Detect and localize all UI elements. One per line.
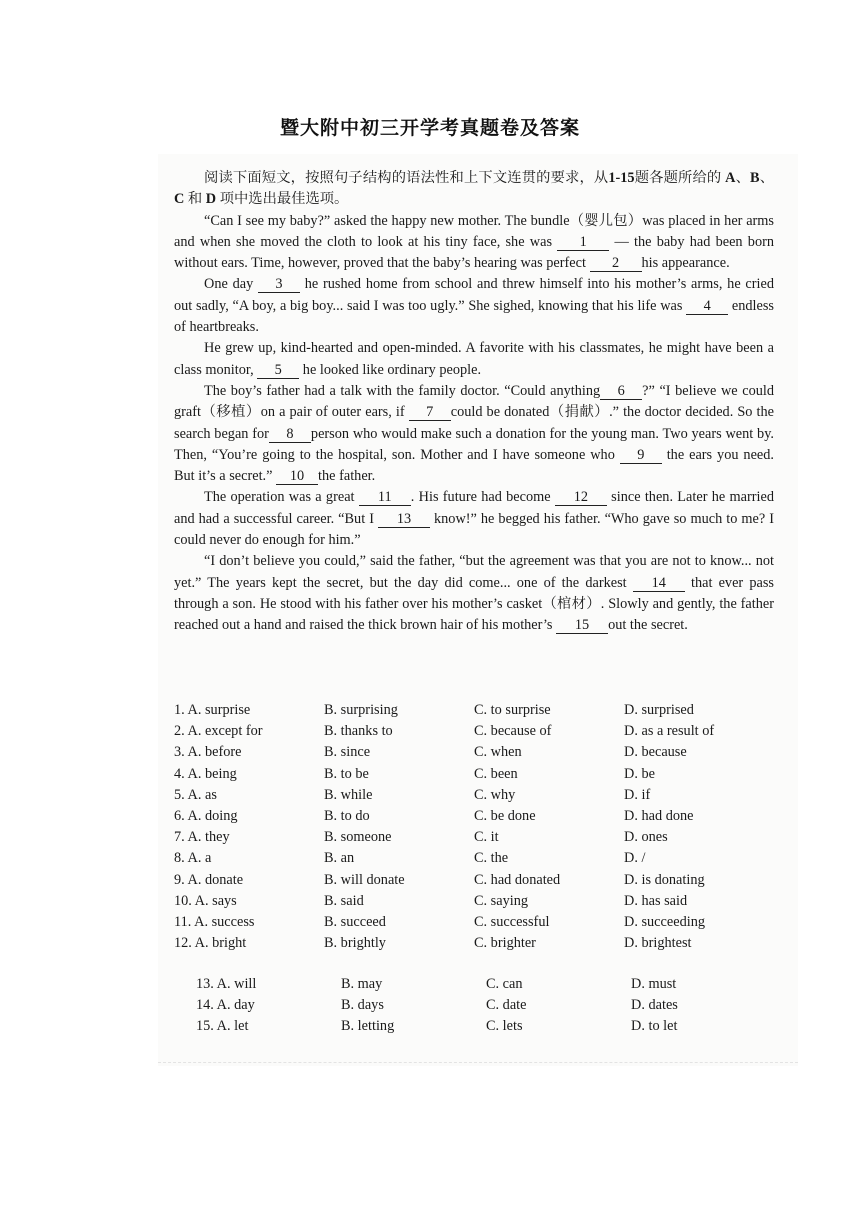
option-c: C. be done xyxy=(474,807,536,824)
page-title: 暨大附中初三开学考真题卷及答案 xyxy=(279,117,580,139)
option-b: B. days xyxy=(341,997,384,1014)
passage-text: know!” he begged his father. “Who gave so much to me? I could never do enough for him.” xyxy=(174,510,774,549)
option-c: C. it xyxy=(474,829,499,846)
option-a: 3. A. before xyxy=(174,744,242,761)
question-row xyxy=(174,700,774,721)
blank-10: 10 xyxy=(276,469,318,485)
question-row xyxy=(196,1016,776,1037)
option-c: C. to surprise xyxy=(474,702,551,718)
option-a: 10. A. says xyxy=(174,892,237,909)
option-a: 11. A. success xyxy=(174,913,255,930)
question-row xyxy=(174,870,774,891)
passage-text: since then. Later he married and had a successful career. “But I xyxy=(174,489,774,527)
passage-text: he rushed home from school and threw himself into his mother’s arms, he cried out sadly, “A boy, a big boy... said I was too ugly.” She sighed, knowing that his life was xyxy=(174,276,774,314)
question-row xyxy=(174,721,774,742)
question-row xyxy=(174,806,774,827)
question-row xyxy=(196,974,776,995)
option-c: C. been xyxy=(474,765,518,782)
option-a: 14. A. day xyxy=(196,997,255,1014)
instructions-text: 题各题所给的 xyxy=(634,170,722,186)
option-b: B. brightly xyxy=(324,935,386,952)
paragraph-5 xyxy=(174,487,774,551)
option-b: B. may xyxy=(341,976,383,992)
question-row xyxy=(174,742,774,763)
option-a: 5. A. as xyxy=(174,786,217,803)
option-d: D. to let xyxy=(631,1018,678,1035)
option-a: 12. A. bright xyxy=(174,935,247,952)
option-letter: B xyxy=(750,170,760,186)
option-c: C. lets xyxy=(486,1018,523,1035)
option-d: D. as a result of xyxy=(624,723,715,740)
question-row xyxy=(174,785,774,806)
option-c: C. successful xyxy=(474,913,550,930)
option-c: C. when xyxy=(474,744,522,761)
option-d: D. surprised xyxy=(624,702,694,718)
passage-text: ?” “I believe we could graft（移植）on a pair of outer ears, if xyxy=(174,382,774,421)
option-c: C. can xyxy=(486,976,523,992)
option-d: D. ones xyxy=(624,829,668,846)
scan-bottom-edge xyxy=(158,1062,798,1063)
option-c: C. brighter xyxy=(474,935,536,952)
paragraph-4 xyxy=(174,381,774,487)
blank-6: 6 xyxy=(600,384,642,400)
option-d: D. has said xyxy=(624,892,688,909)
option-d: D. / xyxy=(624,850,646,867)
option-b: B. an xyxy=(324,850,355,867)
instructions xyxy=(174,168,774,211)
blank-14: 14 xyxy=(633,576,685,592)
option-a: 6. A. doing xyxy=(174,807,238,824)
options-list-continued xyxy=(196,974,776,1038)
paragraph-2 xyxy=(174,274,774,338)
passage-text: . His future had become xyxy=(410,489,555,506)
passage-text: he looked like ordinary people. xyxy=(299,361,482,378)
option-d: D. because xyxy=(624,744,687,761)
blank-2: 2 xyxy=(590,256,642,272)
passage-text: — the baby had been born without ears. Time, however, proved that the baby’s hearing was perfect xyxy=(174,233,774,272)
passage-text: The operation was a great xyxy=(204,489,359,506)
blank-11: 11 xyxy=(359,490,411,506)
option-d: D. be xyxy=(624,765,655,782)
option-a: 13. A. will xyxy=(196,976,257,992)
passage-text: “Can I see my baby?” asked the happy new mother. The bundle（婴儿包）was placed in her arms and when she moved the cloth to look at his tiny face, she was xyxy=(174,212,774,250)
option-d: D. if xyxy=(624,786,651,803)
passage-text: out the secret. xyxy=(608,617,688,634)
instructions-text: 阅读下面短文，按照句子结构的语法性和上下文连贯的要求，从 xyxy=(204,170,609,186)
blank-4: 4 xyxy=(686,299,728,315)
option-b: B. while xyxy=(324,786,373,803)
option-a: 8. A. a xyxy=(174,850,212,867)
blank-12: 12 xyxy=(555,490,607,506)
blank-13: 13 xyxy=(378,512,430,528)
question-row xyxy=(174,912,774,933)
passage-text: person who would make such a donation for the young man. Two years went by. Then, “You’re going to the hospital, son. Mother and I have someone who xyxy=(174,425,775,463)
question-row xyxy=(174,764,774,785)
passage xyxy=(174,168,774,637)
option-letter: A xyxy=(725,170,736,186)
instructions-text: 项中选出最佳选项。 xyxy=(219,191,349,208)
paragraph-3 xyxy=(174,338,774,381)
passage-text: The boy’s father had a talk with the family doctor. “Could anything xyxy=(204,382,601,399)
option-letter: D xyxy=(205,191,217,208)
passage-text: the ears you need. But it’s a secret.” xyxy=(174,446,774,485)
option-letter: C xyxy=(174,191,185,208)
passage-text: could be donated（捐献）.” the doctor decided. So the search began for xyxy=(174,404,774,442)
option-d: D. dates xyxy=(631,997,678,1014)
option-b: B. said xyxy=(324,892,364,909)
paragraph-1 xyxy=(174,211,774,275)
passage-text: “I don’t believe you could,” said the father, “but the agreement was that you are not to know... not yet.” The years kept the secret, but the day did come... one of the darkest xyxy=(174,553,774,591)
option-c: C. because of xyxy=(474,723,552,740)
instructions-text: 和 xyxy=(187,191,203,208)
option-b: B. letting xyxy=(341,1018,395,1035)
option-a: 9. A. donate xyxy=(174,871,244,888)
passage-text: the father. xyxy=(318,468,376,485)
option-c: C. the xyxy=(474,850,509,867)
option-a: 4. A. being xyxy=(174,765,237,782)
passage-text: He grew up, kind-hearted and open-minded. A favorite with his classmates, he might have been a class monitor, xyxy=(174,340,774,378)
blank-8: 8 xyxy=(269,427,311,443)
instructions-text: 、 xyxy=(759,170,775,186)
option-b: B. since xyxy=(324,744,371,761)
paragraph-6 xyxy=(174,551,774,636)
option-a: 7. A. they xyxy=(174,829,230,846)
options-list xyxy=(174,700,774,954)
option-c: C. date xyxy=(486,997,527,1014)
option-c: C. saying xyxy=(474,892,529,909)
blank-7: 7 xyxy=(409,405,451,421)
option-b: B. thanks to xyxy=(324,723,393,740)
question-row xyxy=(174,933,774,954)
blank-5: 5 xyxy=(257,363,299,379)
question-row xyxy=(196,995,776,1016)
passage-text: endless of heartbreaks. xyxy=(174,297,774,336)
option-b: B. to do xyxy=(324,807,370,824)
passage-text: his appearance. xyxy=(641,255,730,272)
instructions-text: 、 xyxy=(735,170,751,186)
option-b: B. someone xyxy=(324,829,392,846)
option-a: 15. A. let xyxy=(196,1018,249,1035)
option-d: D. brightest xyxy=(624,935,692,952)
question-row xyxy=(174,891,774,912)
option-b: B. to be xyxy=(324,765,369,782)
question-row xyxy=(174,848,774,869)
option-a: 1. A. surprise xyxy=(174,702,251,718)
option-d: D. is donating xyxy=(624,871,705,888)
question-row xyxy=(174,827,774,848)
option-b: B. will donate xyxy=(324,871,405,888)
option-c: C. why xyxy=(474,786,516,803)
option-b: B. surprising xyxy=(324,702,398,718)
option-c: C. had donated xyxy=(474,871,561,888)
option-d: D. must xyxy=(631,976,677,992)
passage-text: One day xyxy=(204,276,258,293)
option-a: 2. A. except for xyxy=(174,723,263,740)
blank-3: 3 xyxy=(258,277,300,293)
blank-9: 9 xyxy=(620,448,662,464)
blank-1: 1 xyxy=(557,235,609,251)
option-b: B. succeed xyxy=(324,913,386,930)
instructions-range: 1-15 xyxy=(608,170,635,186)
option-d: D. succeeding xyxy=(624,913,705,930)
option-d: D. had done xyxy=(624,807,694,824)
passage-text: that ever pass through a son. He stood with his father over his mother’s casket（棺材）. Slowly and gently, the father reached out a hand and raised the thick brown hair of his mother’s xyxy=(174,574,774,634)
blank-15: 15 xyxy=(556,618,608,634)
